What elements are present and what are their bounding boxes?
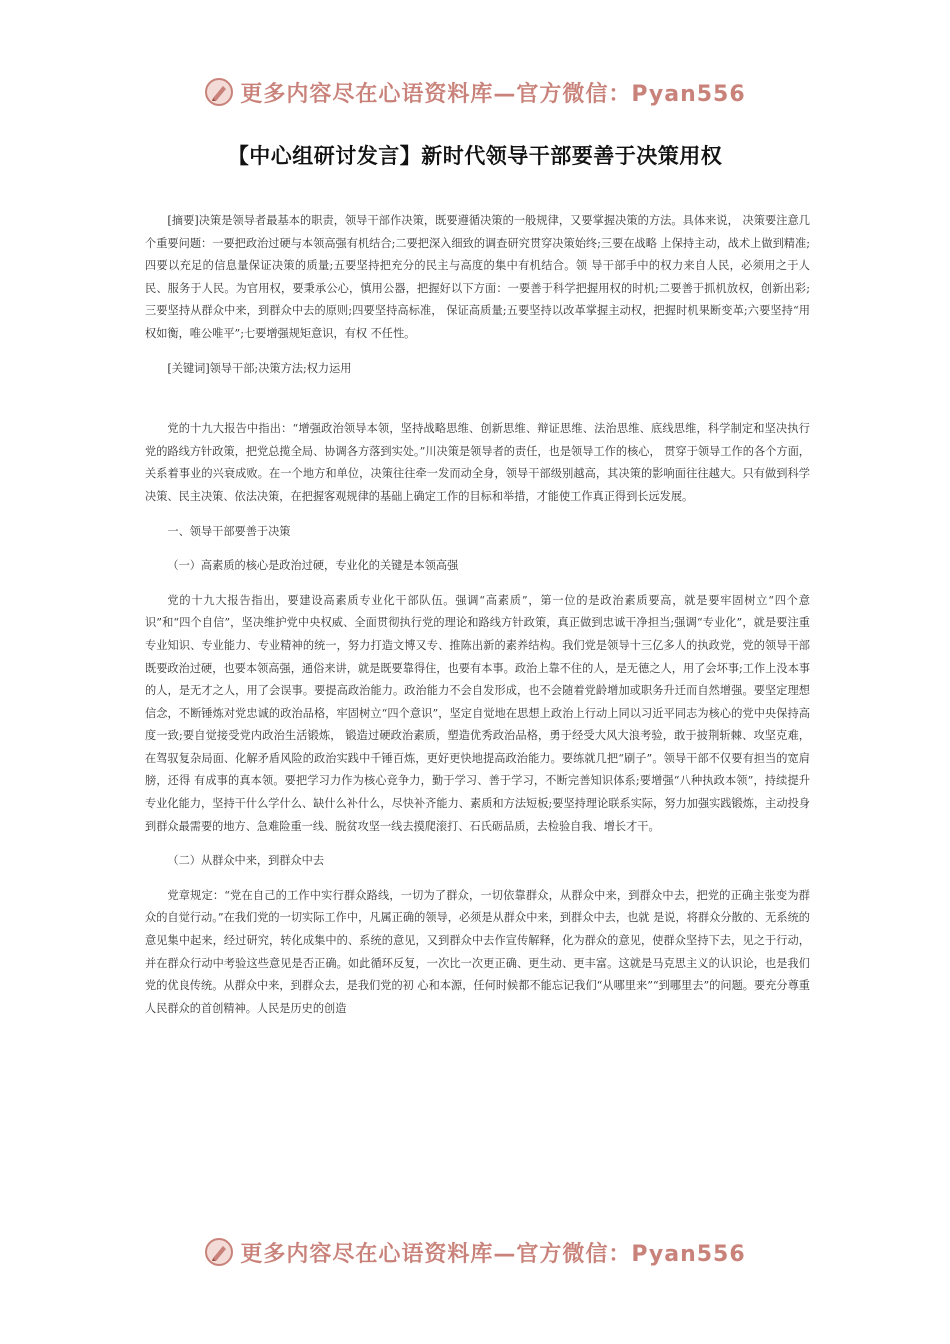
subsection-heading-1: （一）高素质的核心是政治过硬，专业化的关键是本领高强 — [167, 559, 459, 573]
keywords-paragraph: [关键词]领导干部;决策方法;权力运用 — [167, 361, 352, 375]
watermark-banner-top — [0, 72, 950, 112]
intro-paragraph: 党的十九大报告中指出：“增强政治领导本领，坚持战略思维、创新思维、辩证思维、法治思维、底线思维，科学制定和坚决执行党的路线方针政策，把党总揽全局、协调各方落到实处。”川决策是领导者的责任，也是领导工作的核心， 贯穿于领导工作的各个方面，关系着事业的兴衰成败。在一个地方和单位，决策往往牵一发而动全身，领导干部级别越高，其决策的影响面往往越大。只有做到科学决策、民主决策、依法决策，在把握客观规律的基础上确定工作的目标和举措，才能使工作真正得到长远发展。 — [145, 422, 810, 503]
section-heading: 一、领导干部要善于决策 — [167, 524, 291, 538]
pen-logo-icon — [204, 77, 234, 107]
abstract-paragraph: [摘要]决策是领导者最基本的职责，领导干部作决策，既要遵循决策的一般规律，又要掌握决策的方法。具体来说， 决策要注意几个重要问题：一要把政治过硬与本领高强有机结合;二要把深入细致的调查研究贯穿决策始终;三要在战略 上保持主动，战术上做到精准;四要以充足的信息量保证决策的质量;五要坚持把充分的民主与高度的集中有机结合。领 导干部手中的权力来自人民，必须用之于人民、服务于人民。为官用权，要秉承公心，慎用公器，把握好以下方面：一要善于科学把握用权的时机;二要善于抓机放权，创新出彩;三要坚持从群众中来，到群众中去的原则;四要坚持高标准， 保证高质量;五要坚持以改革掌握主动权，把握时机果断变革;六要坚持“用权如衡，唯公唯平”;七要增强规矩意识，有权 不任性。 — [145, 214, 810, 340]
subsection-body-2: 党章规定：“党在自己的工作中实行群众路线，一切为了群众，一切依靠群众，从群众中来，到群众中去，把党的正确主张变为群众的自觉行动。”在我们党的一切实际工作中，凡属正确的领导，必须是从群众中来，到群众中去，也就 是说，将群众分散的、无系统的意见集中起来，经过研究，转化成集中的、系统的意见，又到群众中去作宣传解释，化为群众的意见，使群众坚持下去，见之于行动，并在群众行动中考验这些意见是否正确。如此循环反复，一次比一次更正确、更生动、更丰富。这就是马克思主义的认识论，也是我们党的优良传统。从群众中来，到群众去，是我们党的初 心和本源，任何时候都不能忘记我们“从哪里来”“到哪里去”的问题。要充分尊重人民群众的首创精神。人民是历史的创造 — [145, 888, 810, 1015]
pen-logo-icon — [204, 1237, 234, 1267]
watermark-banner-bottom — [0, 1232, 950, 1272]
document-title: 【中心组研讨发言】新时代领导干部要善于决策用权 — [227, 144, 723, 168]
watermark-text: 更多内容尽在心语资料库—官方微信：Pyan556 — [240, 1241, 746, 1267]
subsection-body-1: 党的十九大报告指出，要建设高素质专业化干部队伍。强调“高素质”，第一位的是政治素质要高，就是要牢固树立“四个意识”和“四个自信”，坚决维护党中央权威、全面贯彻执行党的理论和路线方针政策，真正做到忠诚干净担当;强调“专业化”，就是要注重专业知识、专业能力、专业精神的统一，努力打造文博又专、推陈出新的素养结构。我们党是领导十三亿多人的执政党，党的领导干部既要政治过硬，也要本领高强，通俗来讲，就是既要靠得住，也要有本事。政治上靠不住的人，是无德之人，用了会坏事;工作上没本事的人，是无才之人，用了会误事。要提高政治能力。政治能力不会自发形成，也不会随着党龄增加或职务升迁而自然增强。要坚定理想信念，不断锤炼对党忠诚的政治品格，牢固树立“四个意识”，坚定自觉地在思想上政治上行动上同以习近平同志为核心的党中央保持高度一致;要自觉接受党内政治生活锻炼， 锻造过硬政治素质，塑造优秀政治品格，勇于经受大风大浪考验，敢于披荆斩棘、攻坚克难，在驾驭复杂局面、化解矛盾风险的政治实践中千锤百炼，更好更快地提高政治能力。要练就几把“刷子”。领导干部不仅要有担当的宽肩膀，还得 有成事的真本领。要把学习力作为核心竞争力，勤于学习、善于学习，不断完善知识体系;要增强“八种执政本领”，持续提升专业化能力，坚持干什么学什么、缺什么补什么，尽快补齐能力、素质和方法短板;要坚持理论联系实际，努力加强实践锻炼，主动投身到群众最需要的地方、急难险重一线、脱贫攻坚一线去摸爬滚打、石氏砺品质，去检验自我、增长才干。 — [145, 593, 810, 833]
document-body — [145, 210, 810, 1020]
subsection-heading-2: （二）从群众中来，到群众中去 — [167, 854, 325, 868]
watermark-text: 更多内容尽在心语资料库—官方微信：Pyan556 — [240, 81, 746, 107]
